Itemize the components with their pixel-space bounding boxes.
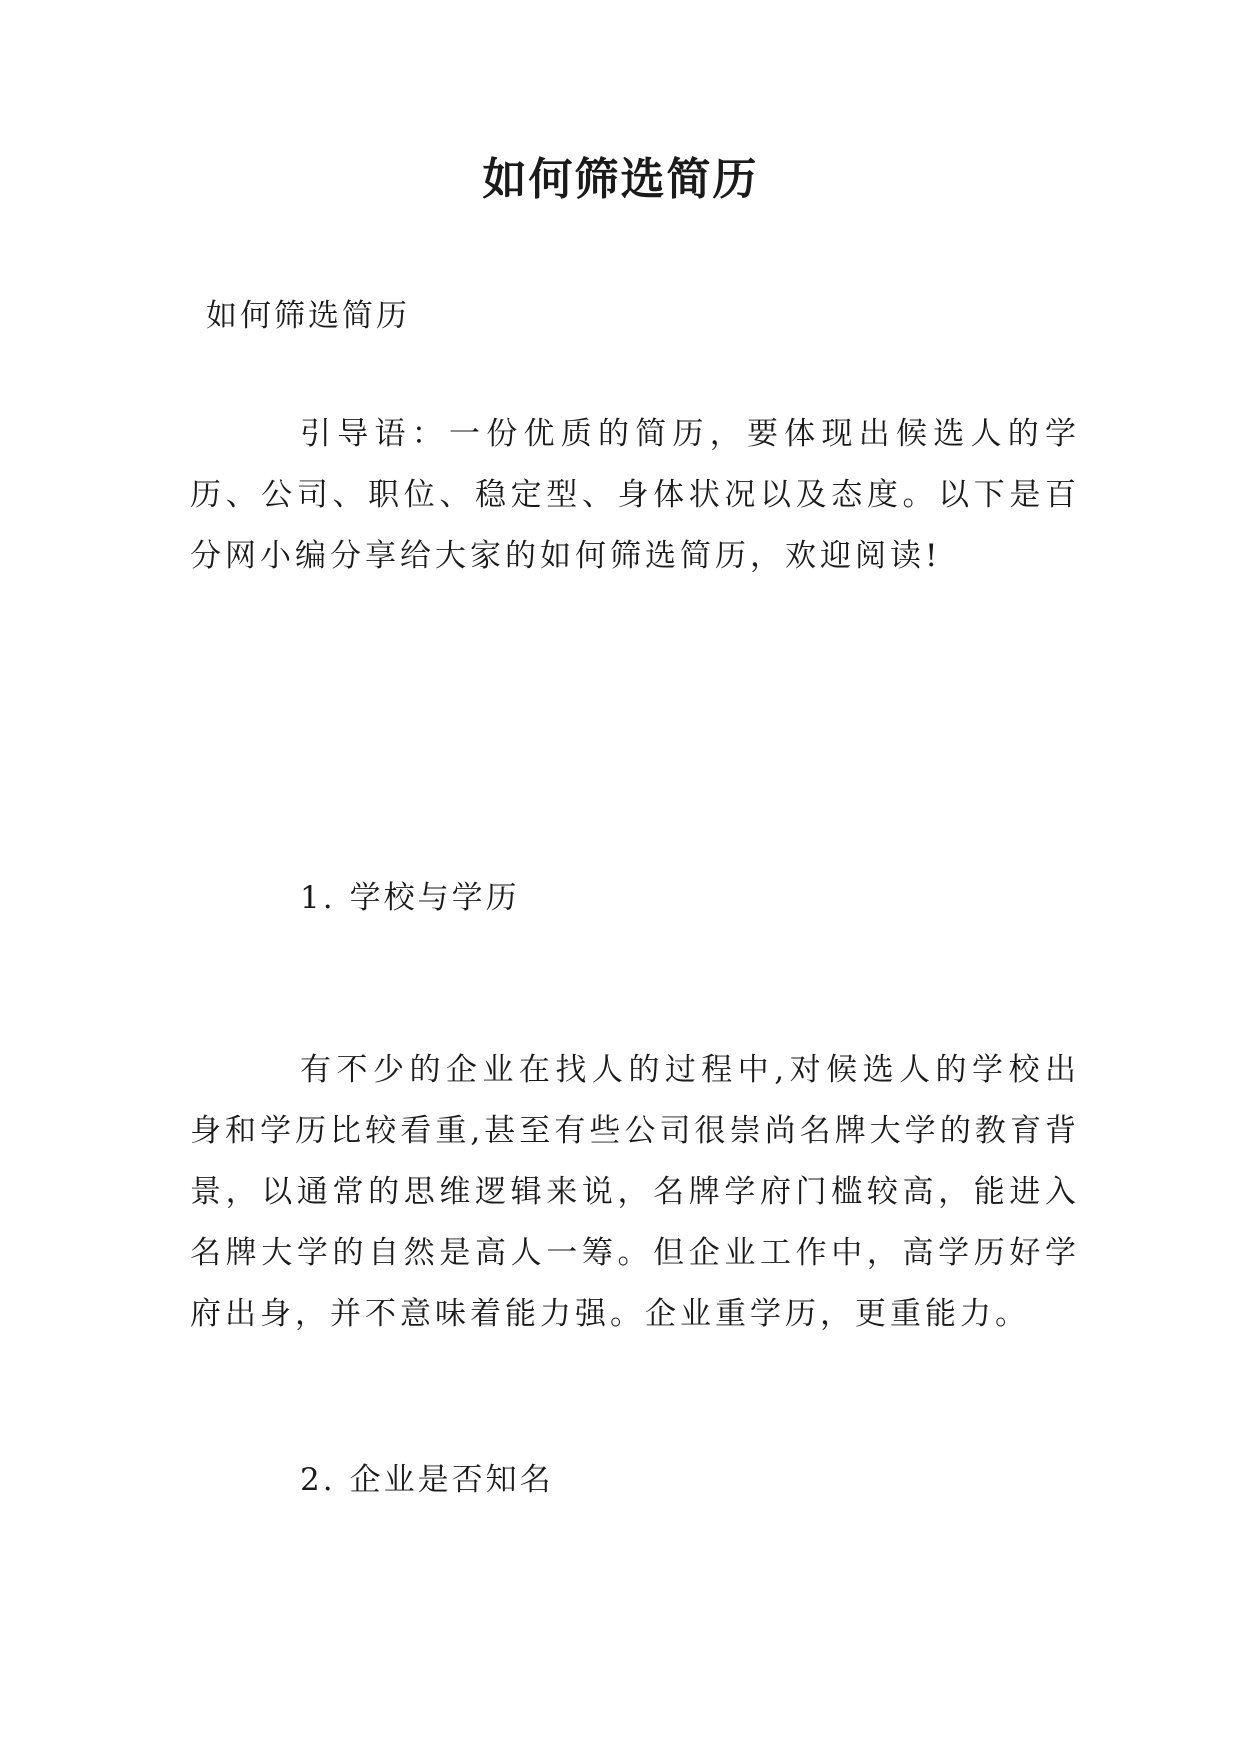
section-heading-2 [300, 1456, 554, 1504]
document-title: 如何筛选简历 [482, 154, 759, 205]
section-heading-text: 企业是否知名 [349, 1462, 554, 1498]
intro-paragraph: 引导语：一份优质的简历，要体现出候选人的学历、公司、职位、稳定型、身体状况以及态度。以下是百分网小编分享给大家的如何筛选简历，欢迎阅读! [190, 416, 1080, 574]
document-subtitle: 如何筛选简历 [206, 298, 410, 334]
section-number: 1. [300, 880, 336, 916]
section-heading-1 [300, 874, 520, 922]
section-number: 2. [300, 1462, 336, 1498]
section-heading-text: 学校与学历 [349, 880, 520, 916]
section-1-paragraph: 有不少的企业在找人的过程中,对候选人的学校出身和学历比较看重,甚至有些公司很崇尚名牌大学的教育背景，以通常的思维逻辑来说，名牌学府门槛较高，能进入名牌大学的自然是高人一筹。但企业工作中，高学历好学府出身，并不意味着能力强。企业重学历，更重能力。 [190, 1052, 1080, 1332]
